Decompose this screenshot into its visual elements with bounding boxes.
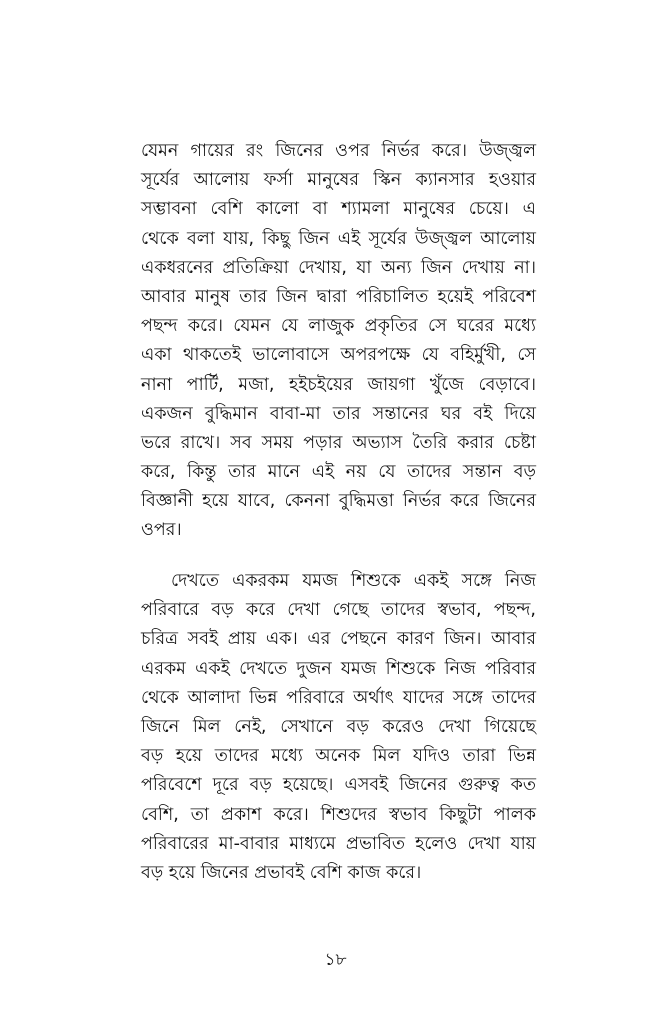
paragraph-1-line: একজন বুদ্ধিমান বাবা-মা তার সন্তানের ঘর বই দিয়ে (141, 403, 536, 424)
paragraph-1-line: নানা পার্টি, মজা, হইচইয়ের জায়গা খুঁজে বেড়াবে। (141, 374, 536, 395)
paragraph-1-line: ওপর। (141, 520, 182, 541)
paragraph-2-line: দেখতে একরকম যমজ শিশুকে একই সঙ্গে নিজ (171, 571, 536, 591)
paragraph-1-line: বিজ্ঞানী হয়ে যাবে, কেননা বুদ্ধিমত্তা নির্ভর করে জিনের (141, 491, 536, 512)
paragraph-1-line: সম্ভাবনা বেশি কালো বা শ্যামলা মানুষের চেয়ে। এ (141, 199, 536, 220)
paragraph-1-line: করে, কিন্তু তার মানে এই নয় যে তাদের সন্তান বড় (141, 462, 536, 483)
paragraph-1-line: একধরনের প্রতিক্রিয়া দেখায়, যা অন্য জিন দেখায় না। (141, 257, 536, 278)
paragraph-2-line: পরিবেশে দূরে বড় হয়েছে। এসবই জিনের গুরুত্ব কত (141, 775, 536, 796)
paragraph-2-line: বড় হয়ে জিনের প্রভাবই বেশি কাজ করে। (141, 862, 422, 883)
paragraph-2-line: পরিবারের মা-বাবার মাধ্যমে প্রভাবিত হলেও দেখা যায় (141, 833, 536, 854)
paragraph-1-line: থেকে বলা যায়, কিছু জিন এই সূর্যের উজ্জ্বল আলোয় (141, 228, 536, 249)
paragraph-2-line: বেশি, তা প্রকাশ করে। শিশুদের স্বভাব কিছুটা পালক (141, 804, 536, 825)
paragraph-1-line: একা থাকতেই ভালোবাসে অপরপক্ষে যে বহির্মুখী, সে (141, 345, 536, 366)
paragraph-1-line: যেমন গায়ের রং জিনের ওপর নির্ভর করে। উজ্জ্বল (141, 141, 536, 161)
paragraph-2-line: এরকম একই দেখতে দুজন যমজ শিশুকে নিজ পরিবার (141, 658, 536, 679)
paragraph-1-line: আবার মানুষ তার জিন দ্বারা পরিচালিত হয়েই পরিবেশ (141, 286, 536, 307)
paragraph-2-line: জিনে মিল নেই, সেখানে বড় করেও দেখা গিয়েছে (141, 716, 536, 737)
paragraph-2-line: থেকে আলাদা ভিন্ন পরিবারে অর্থাৎ যাদের সঙ্গে তাদের (141, 687, 536, 708)
paragraph-1-line: ভরে রাখে। সব সময় পড়ার অভ্যাস তৈরি করার চেষ্টা (141, 432, 536, 453)
paragraph-2-line: পরিবারে বড় করে দেখা গেছে তাদের স্বভাব, পছন্দ, (141, 600, 536, 621)
paragraph-2-line: বড় হয়ে তাদের মধ্যে অনেক মিল যদিও তারা ভিন্ন (141, 746, 536, 767)
page-number: ১৮ (324, 950, 347, 970)
paragraph-2 (141, 567, 536, 888)
paragraph-1 (141, 137, 536, 546)
paragraph-1-line: সূর্যের আলোয় ফর্সা মানুষের স্কিন ক্যানসার হওয়ার (141, 170, 536, 191)
paragraph-1-line: পছন্দ করে। যেমন যে লাজুক প্রকৃতির সে ঘরের মধ্যে (141, 316, 536, 337)
paragraph-2-line: চরিত্র সবই প্রায় এক। এর পেছনে কারণ জিন। আবার (141, 629, 536, 650)
